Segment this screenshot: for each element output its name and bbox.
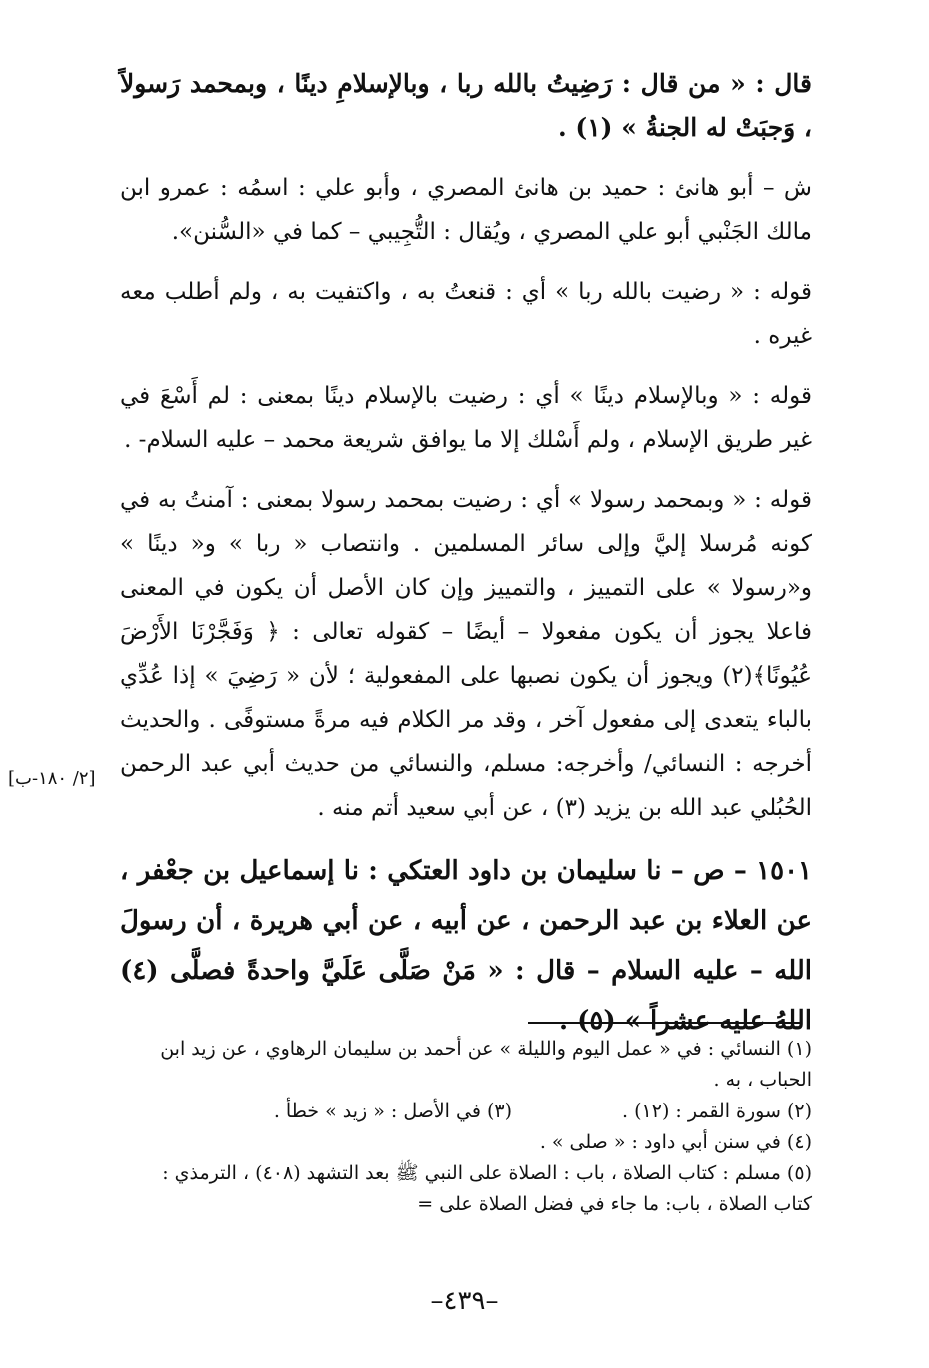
page-number: –٤٣٩– [430,1286,499,1316]
commentary-narrators: ش – أبو هانئ : حميد بن هانئ المصري ، وأبو علي : اسمُه : عمرو ابن مالك الجَنْبي أبو علي المصري ، ويُقال : التُّجِيبي – كما في «السُّنن». [120,175,812,245]
footnote-3: (٣) في الأصل : « زيد » خطأ . [273,1100,513,1122]
main-text [120,62,812,1072]
commentary-rabb: قوله : « رضيت بالله ربا » أي : قنعتُ به ، واكتفيت به ، ولم أطلب معه غيره . [120,279,812,349]
footnote-2: (٢) سورة القمر : (١٢) . [622,1100,812,1122]
commentary-islam: قوله : « وبالإسلام دينًا » أي : رضيت بالإسلام دينًا بمعنى : لم أَسْعَ في غير طريق الإسلام ، ولم أَسْلك إلا ما يوافق شريعة محمد – عليه السلام- . [120,383,812,453]
footnote-divider [528,1022,802,1024]
footnote-5: (٥) مسلم : كتاب الصلاة ، باب : الصلاة على النبي ﷺ بعد التشهد (٤٠٨) ، الترمذي : كتاب الصلاة ، باب: ما جاء في فضل الصلاة على = [162,1162,812,1215]
hadith-1501: ١٥٠١ – ص – نا سليمان بن داود العتكي : نا إسماعيل بن جعْفر ، عن العلاء بن عبد الرحمن ، عن أبيه ، عن أبي هريرة ، أن رسولَ الله – عليه السلام – قال : « مَنْ صَلَّى عَلَيَّ واحدةً فصلَّى (٤) اللهُ عليه عشراً » (٥) . [120,856,812,1036]
manuscript-folio-ref: [٢/ ١٨٠-ب] [8,768,96,789]
footnote-row-2-3 [122,1096,812,1127]
footnotes [122,1034,812,1220]
commentary-muhammad: قوله : « وبمحمد رسولا » أي : رضيت بمحمد رسولا بمعنى : آمنتُ به في كونه مُرسلا إليَّ وإلى سائر المسلمين . وانتصاب « ربا » و« دينًا » و«رسولا » على التمييز ، والتمييز وإن كان الأصل أن يكون في المعنى فاعلا يجوز أن يكون مفعولا – أيضًا – كقوله تعالى : ﴿ وَفَجَّرْنَا الأَرْضَ عُيُونًا﴾(٢) ويجوز أن يكون نصبها على المفعولية ؛ لأن « رَضِيَ » إذا عُدِّي بالباء يتعدى إلى مفعول آخر ، وقد مر الكلام فيه مرةً مستوفًى . والحديث أخرجه : النسائي/ وأخرجه: مسلم، والنسائي من حديث أبي عبد الرحمن الحُبُلي عبد الله بن يزيد (٣) ، عن أبي سعيد أتم منه . [120,487,812,821]
hadith-text-intro: قال : « من قال : رَضِيتُ بالله ربا ، وبالإسلامِ دينًا ، وبمحمد رَسولاً ، وَجبَتْ له الجنةُ » (١) . [120,69,812,142]
footnote-1: (١) النسائي : في « عمل اليوم والليلة » عن أحمد بن سليمان الرهاوي ، عن زيد ابن الحباب ، به . [160,1038,812,1091]
footnote-4: (٤) في سنن أبي داود : « صلى » . [539,1131,812,1153]
